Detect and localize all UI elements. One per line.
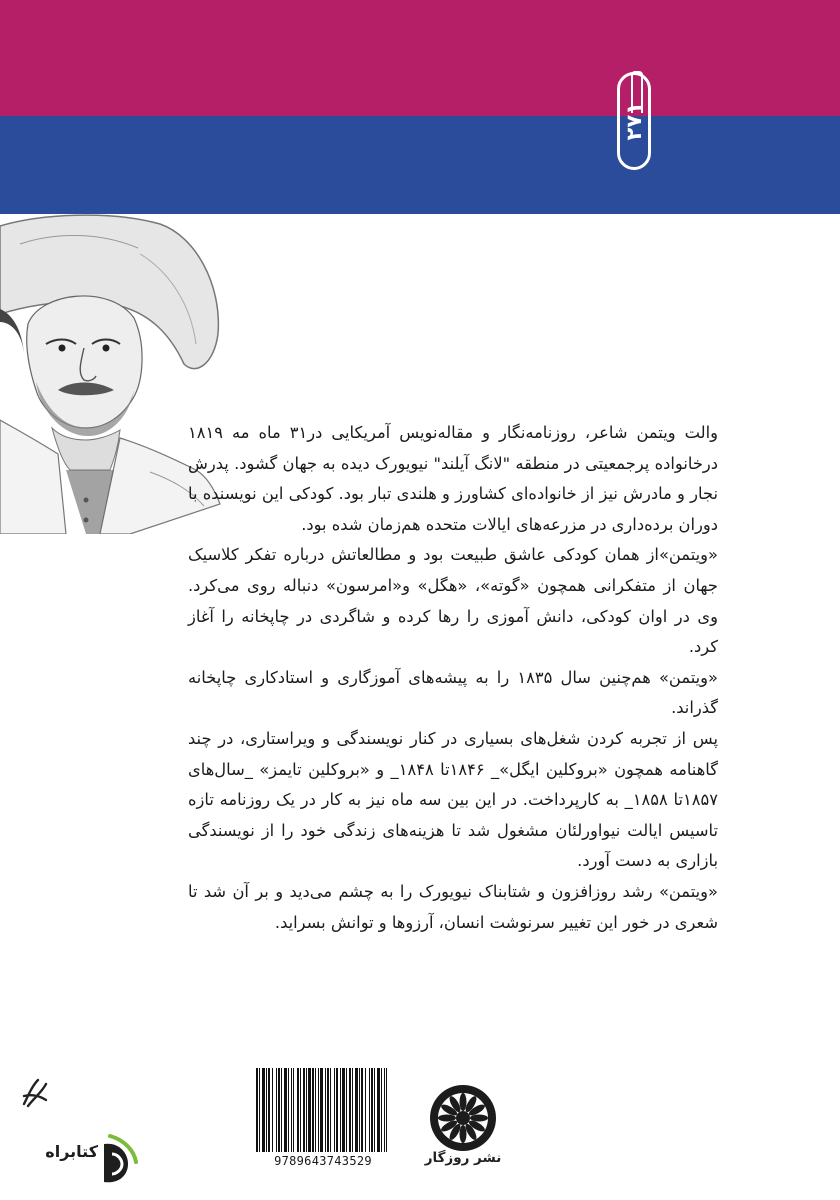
top-color-band — [0, 0, 840, 116]
paragraph-1: والت ویتمن شاعر، روزنامه‌نگار و مقاله‌نویس آمریکایی در۳۱ ماه مه ۱۸۱۹ درخانواده پرجمعیتی در منطقه "لانگ آیلند" نیویورک دیده به جهان گشود. پدرش نجار و مادرش نیز از خانواده‌ای کشاورز و هلندی تبار بود. کودکی این نویسنده با دوران برده‌داری در مزرعه‌های ایالات متحده هم‌زمان شده بود. — [188, 423, 718, 534]
paragraph-2: «ویتمن»از همان کودکی عاشق طبیعت بود و مطالعاتش درباره تفکر کلاسیک جهان از متفکرانی همچون «گوته»، «هگل» و«امرسون» دنباله روی می‌کرد. وی در اوان کودکی، دانش آموزی را رها کرده و شاگردی در چاپخانه را آغاز کرد. — [188, 545, 718, 657]
signature-mark — [20, 1076, 50, 1110]
series-number: ۲۷۱ — [622, 101, 646, 141]
paragraph-4: پس از تجربه کردن شغل‌های بسیاری در کنار نویسندگی و ویراستاری، در چند گاهنامه همچون «بروکلین ایگل»_ ۱۸۴۶تا ۱۸۴۸_ و «بروکلین تایمز» _سال‌های ۱۸۵۷تا ۱۸۵۸_ به کارپرداخت. در این بین سه ماه نیز به کار در یک روزنامه تازه تاسیس ایالت نیواورلئان مشغول شد تا هزینه‌های زندگی خود را از نویسندگی بازاری به دست آورد. — [188, 728, 719, 871]
paragraph-3: «ویتمن» هم‌چنین سال ۱۸۳۵ را به پیشه‌های آموزگاری و استادکاری چاپخانه گذراند. — [188, 667, 718, 718]
paragraph-5: «ویتمن» رشد روزافزون و شتابناک نیویورک را به چشم می‌دید و بر آن شد تا شعری در خور این تغییر سرنوشت انسان، آرزوها و توانش بسراید. — [188, 881, 718, 932]
series-number-badge — [617, 72, 651, 170]
publisher-flower-logo-icon — [427, 1082, 499, 1154]
ketabrah-name: کتابراه — [45, 1142, 98, 1161]
isbn-number: 9789643743529 — [274, 1154, 372, 1168]
middle-color-band — [0, 116, 840, 214]
back-cover-text — [188, 418, 718, 938]
publisher-name: نشر روزگار — [424, 1150, 502, 1166]
